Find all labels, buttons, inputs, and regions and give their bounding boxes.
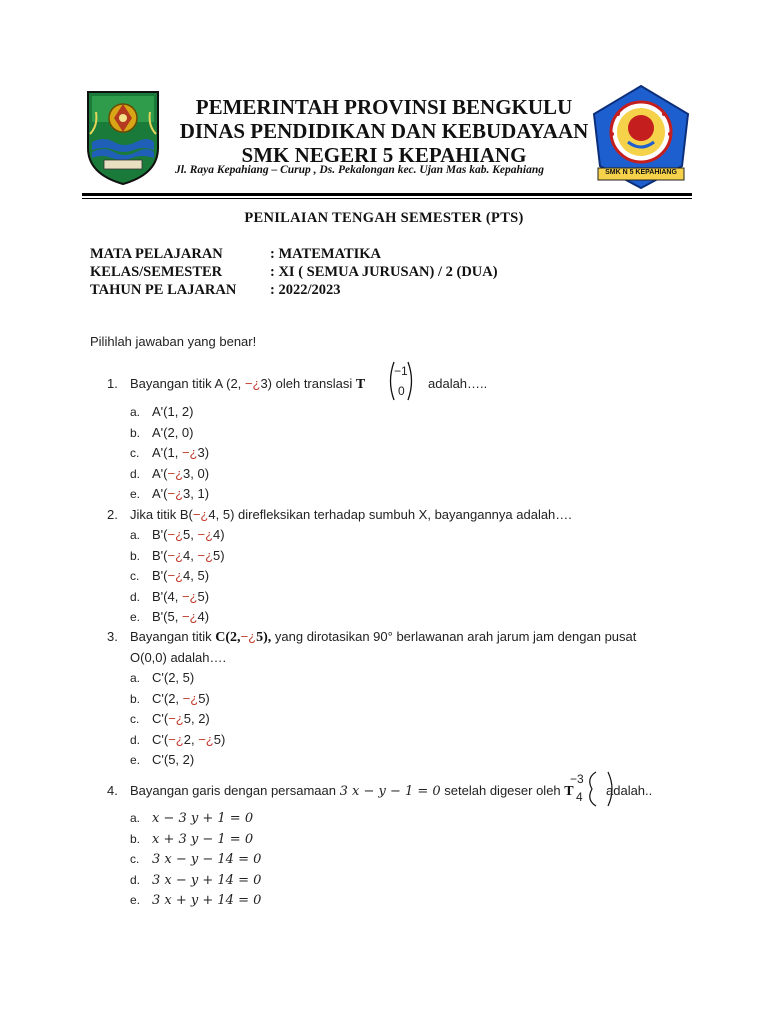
option-letter: a. bbox=[130, 528, 141, 542]
option-letter: e. bbox=[130, 610, 141, 624]
header-divider-thick bbox=[82, 193, 692, 196]
option-part: B'(4, bbox=[152, 588, 182, 604]
option-equation: 3 x − y + 14 = 0 bbox=[152, 872, 262, 888]
option-letter: a. bbox=[130, 405, 141, 419]
option-part: 5, 2) bbox=[183, 711, 210, 726]
option-letter: c. bbox=[130, 712, 140, 726]
school-logo bbox=[590, 84, 692, 190]
question-4-translation-matrix: −3 4 bbox=[568, 770, 618, 808]
option-part: B'( bbox=[152, 568, 168, 583]
option-part: 3, 0) bbox=[183, 465, 210, 481]
provincial-emblem-logo bbox=[84, 88, 162, 186]
negative-sign: −¿ bbox=[181, 445, 198, 460]
school-address: Jl. Raya Kepahiang – Curup , Ds. Pekalongan kec. Ujan Mas kab. Kepahiang bbox=[175, 164, 545, 176]
question-4-text: Bayangan garis dengan persamaan 3 x − y − 1 = 0 setelah digeser oleh T bbox=[130, 783, 574, 799]
option-text[interactable] bbox=[152, 892, 261, 908]
option-part: A'(1, 2) bbox=[152, 404, 194, 419]
option-equation: 3 x + y + 14 = 0 bbox=[152, 893, 262, 908]
option-letter: b. bbox=[130, 831, 141, 846]
option-letter: c. bbox=[130, 569, 140, 583]
option-text[interactable] bbox=[152, 486, 209, 501]
option-text[interactable] bbox=[152, 872, 261, 888]
option-part: 5) bbox=[213, 731, 226, 747]
negative-sign: −¿ bbox=[168, 711, 184, 726]
negative-sign: −¿ bbox=[167, 527, 184, 542]
header-line-1: PEMERINTAH PROVINSI BENGKULU bbox=[195, 95, 573, 119]
option-letter: a. bbox=[130, 811, 141, 825]
option-part: C'(2, 5) bbox=[152, 670, 195, 685]
option-part: 5, bbox=[183, 527, 198, 542]
option-text[interactable] bbox=[152, 752, 194, 767]
negative-sign: −¿ bbox=[167, 465, 184, 481]
meta-value-year: : 2022/2023 bbox=[270, 282, 341, 298]
option-part: C'(2, bbox=[152, 690, 183, 706]
option-letter: c. bbox=[130, 852, 140, 866]
exam-title: PENILAIAN TENGAH SEMESTER (PTS) bbox=[244, 210, 524, 226]
option-text[interactable] bbox=[152, 831, 253, 847]
meta-value-class: : XI ( SEMUA JURUSAN) / 2 (DUA) bbox=[270, 264, 498, 280]
option-letter: d. bbox=[130, 466, 141, 481]
option-text[interactable] bbox=[152, 404, 194, 419]
option-part: C'( bbox=[152, 731, 169, 747]
meta-label-class: KELAS/SEMESTER bbox=[90, 264, 223, 280]
option-part: B'( bbox=[152, 547, 168, 563]
option-letter: d. bbox=[130, 732, 141, 747]
option-text[interactable] bbox=[152, 466, 209, 481]
option-text[interactable] bbox=[152, 609, 209, 624]
negative-sign: −¿ bbox=[197, 547, 214, 563]
question-3-number: 3. bbox=[107, 629, 118, 644]
option-part: A'( bbox=[152, 465, 168, 481]
header-line-2: DINAS PENDIDIKAN DAN KEBUDAYAAN bbox=[179, 119, 589, 143]
question-1-suffix: adalah….. bbox=[428, 376, 488, 391]
option-text[interactable] bbox=[152, 851, 261, 867]
school-logo-banner-text: SMK N 5 KEPAHIANG bbox=[605, 169, 677, 176]
option-part: 5) bbox=[198, 690, 210, 706]
option-letter: c. bbox=[130, 446, 140, 460]
question-1-translation-matrix: −1 0 bbox=[386, 360, 416, 402]
option-equation: x + 3 y − 1 = 0 bbox=[152, 831, 254, 847]
header-line-3: SMK NEGERI 5 KEPAHIANG bbox=[241, 143, 527, 167]
option-part: C'( bbox=[152, 711, 169, 726]
question-4-number: 4. bbox=[107, 783, 118, 798]
question-1-number: 1. bbox=[107, 376, 118, 391]
option-part: 2, bbox=[183, 731, 199, 747]
meta-label-subject: MATA PELAJARAN bbox=[90, 246, 223, 262]
option-part: B'(5, bbox=[152, 609, 182, 624]
option-letter: d. bbox=[130, 589, 141, 604]
meta-label-year: TAHUN PE LAJARAN bbox=[90, 282, 237, 298]
option-part: 4) bbox=[197, 609, 210, 624]
instruction-text: Pilihlah jawaban yang benar! bbox=[90, 334, 257, 349]
option-letter: a. bbox=[130, 671, 141, 685]
option-part: 3, 1) bbox=[183, 486, 210, 501]
negative-sign: −¿ bbox=[168, 731, 184, 747]
option-equation: x − 3 y + 1 = 0 bbox=[152, 811, 254, 826]
option-part: 3) bbox=[197, 445, 210, 460]
option-part: 4, bbox=[183, 547, 198, 563]
option-part: A'(2, 0) bbox=[152, 424, 194, 440]
option-text[interactable] bbox=[152, 527, 225, 542]
question-3-text: Bayangan titik C(2,−¿5), yang dirotasikan 90° berlawanan arah jarum jam dengan pusat bbox=[130, 629, 637, 645]
header-divider-thin bbox=[82, 198, 692, 199]
option-part: C'(5, 2) bbox=[152, 752, 195, 767]
option-part: 5) bbox=[213, 547, 225, 563]
option-letter: b. bbox=[130, 425, 141, 440]
question-2-text: Jika titik B(−¿4, 5) direfleksikan terhadap sumbuh X, bayangannya adalah…. bbox=[130, 507, 572, 522]
option-part: 4) bbox=[213, 527, 225, 542]
negative-sign: −¿ bbox=[182, 690, 199, 706]
negative-sign: −¿ bbox=[167, 568, 184, 583]
question-1-text: Bayangan titik A (2, −¿3) oleh translasi T bbox=[130, 376, 366, 392]
question-2-number: 2. bbox=[107, 507, 118, 522]
option-part: A'( bbox=[152, 486, 168, 501]
option-text[interactable] bbox=[152, 445, 209, 460]
question-4-suffix: adalah.. bbox=[606, 783, 653, 798]
option-letter: e. bbox=[130, 893, 141, 907]
option-letter: e. bbox=[130, 487, 141, 501]
option-part: 5) bbox=[197, 588, 210, 604]
option-letter: b. bbox=[130, 691, 141, 706]
question-3-text-line-2: O(0,0) adalah…. bbox=[130, 650, 227, 665]
option-part: A'(1, bbox=[152, 445, 182, 460]
option-text[interactable] bbox=[152, 548, 225, 563]
option-text[interactable] bbox=[152, 691, 210, 706]
option-letter: e. bbox=[130, 753, 141, 767]
option-text[interactable] bbox=[152, 810, 253, 826]
option-equation: 3 x − y − 14 = 0 bbox=[152, 852, 262, 867]
option-part: B'( bbox=[152, 527, 168, 542]
negative-sign: −¿ bbox=[197, 527, 214, 542]
negative-sign: −¿ bbox=[198, 731, 214, 747]
option-text[interactable] bbox=[152, 568, 209, 583]
option-letter: b. bbox=[130, 548, 141, 563]
option-text[interactable] bbox=[152, 589, 209, 604]
negative-sign: −¿ bbox=[167, 486, 184, 501]
option-text[interactable] bbox=[152, 711, 210, 726]
option-text[interactable] bbox=[152, 732, 225, 747]
option-letter: d. bbox=[130, 872, 141, 887]
option-text[interactable] bbox=[152, 670, 194, 685]
meta-value-subject: : MATEMATIKA bbox=[270, 246, 382, 262]
negative-sign: −¿ bbox=[167, 547, 184, 563]
option-text[interactable] bbox=[152, 425, 194, 440]
negative-sign: −¿ bbox=[181, 609, 198, 624]
negative-sign: −¿ bbox=[181, 588, 198, 604]
option-part: 4, 5) bbox=[183, 568, 210, 583]
